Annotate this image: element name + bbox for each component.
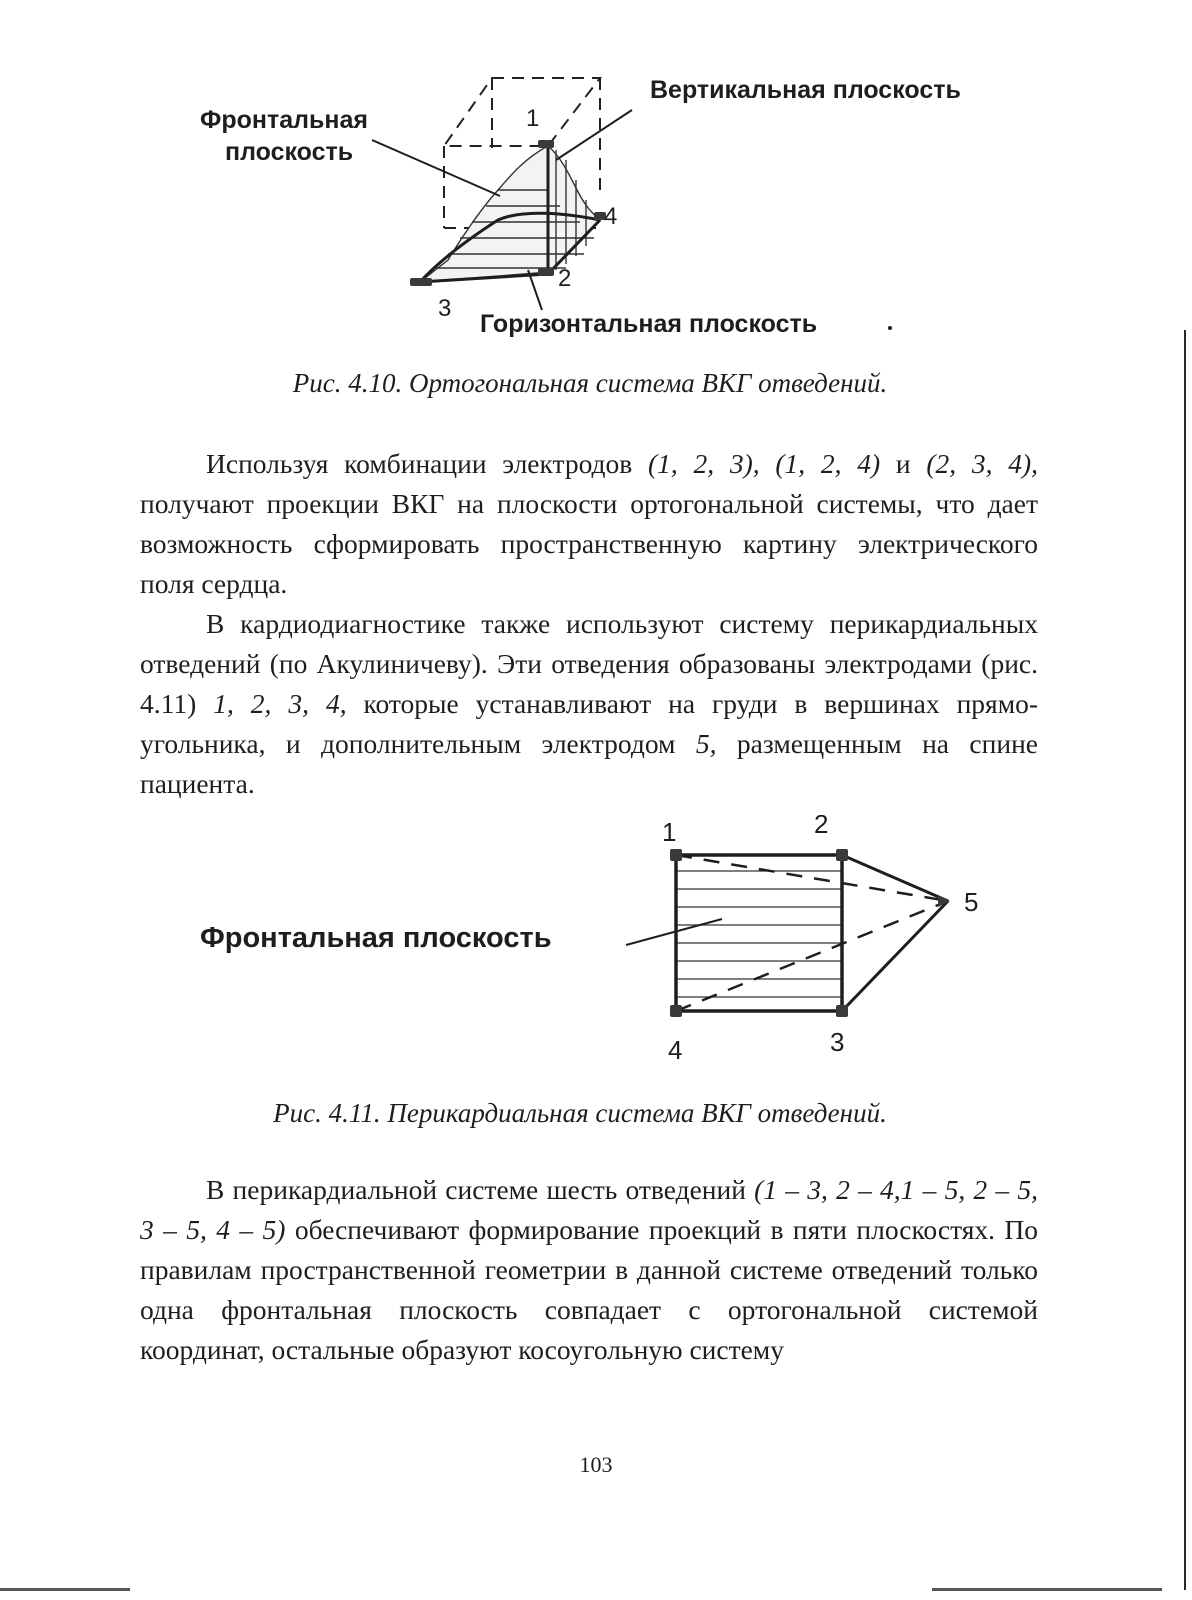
label-frontal-plane: Фронтальная плоскость	[200, 922, 552, 954]
electrode-5-label: 5	[964, 887, 979, 917]
electrode-4-label: 4	[604, 203, 618, 230]
electrode-1-label: 1	[526, 105, 540, 132]
text: обеспечивают формирование проекций в пяти плоскостях. По правилам пространственной геометрии в данной системе отведений только одна фронтальная плоскость совпадает с ортогональной системой координат, остальные образуют косоугольную систему	[140, 1214, 1038, 1365]
figure-4-11-diagram	[0, 815, 1192, 1080]
figure-4-10-caption: Рис. 4.10. Ортогональная система ВКГ отведений.	[292, 368, 888, 398]
scan-edge	[0, 1588, 130, 1591]
electrode-list: 1, 2, 3, 4,	[213, 688, 347, 719]
scan-edge	[932, 1588, 1162, 1591]
lead-list: (1 – 3, 2 – 4,1 – 5, 2 – 5, 3 – 5, 4 – 5)	[140, 1174, 1038, 1245]
electrode-3-label: 3	[830, 1027, 845, 1057]
electrode-combo: (2, 3, 4),	[926, 448, 1038, 479]
label-frontal-plane-line2: плоскость	[225, 138, 354, 166]
electrode-number: 5,	[695, 728, 717, 759]
paragraph-2	[140, 604, 1038, 804]
text: В кардиодиагностике также используют систему перикардиальных отведений (по Акулиничеву). Эти отведения образованы электродами (рис. 4.11)	[140, 608, 1038, 719]
electrode-2-label: 2	[558, 265, 572, 292]
figure-4-10	[0, 60, 1192, 350]
figure-4-11	[0, 815, 1192, 1080]
electrode-combo: (1, 2, 3), (1, 2, 4)	[648, 448, 881, 479]
scan-edge	[1184, 330, 1186, 1590]
figure-4-10-diagram	[0, 60, 1192, 350]
text: размещенным на спине пациента.	[140, 728, 1038, 799]
electrode-4-label: 4	[668, 1035, 683, 1065]
text: которые устанавливают на груди в вершинах прямо-угольника, и дополнительным электродом	[140, 688, 1039, 759]
label-frontal-plane-line1: Фронтальная	[200, 106, 368, 134]
electrode-1-label: 1	[662, 817, 677, 847]
paragraph-1	[140, 444, 1038, 604]
label-horizontal-plane: Горизонтальная плоскость	[480, 310, 818, 338]
paragraph-3	[140, 1170, 1038, 1370]
text: получают проекции ВКГ на плоскости ортогональной системы, что дает возможность сформировать пространственную картину электрического поля сердца.	[140, 488, 1038, 599]
text: Используя комбинации электродов	[206, 448, 649, 479]
text: В перикардиальной системе шесть отведений	[206, 1174, 755, 1205]
page-number: 103	[579, 1452, 613, 1477]
electrode-2-label: 2	[814, 815, 829, 839]
label-vertical-plane: Вертикальная плоскость	[650, 76, 961, 104]
text: и	[880, 448, 927, 479]
electrode-3-label: 3	[438, 295, 452, 322]
figure-4-11-caption: Рис. 4.11. Перикардиальная система ВКГ отведений.	[273, 1098, 887, 1128]
